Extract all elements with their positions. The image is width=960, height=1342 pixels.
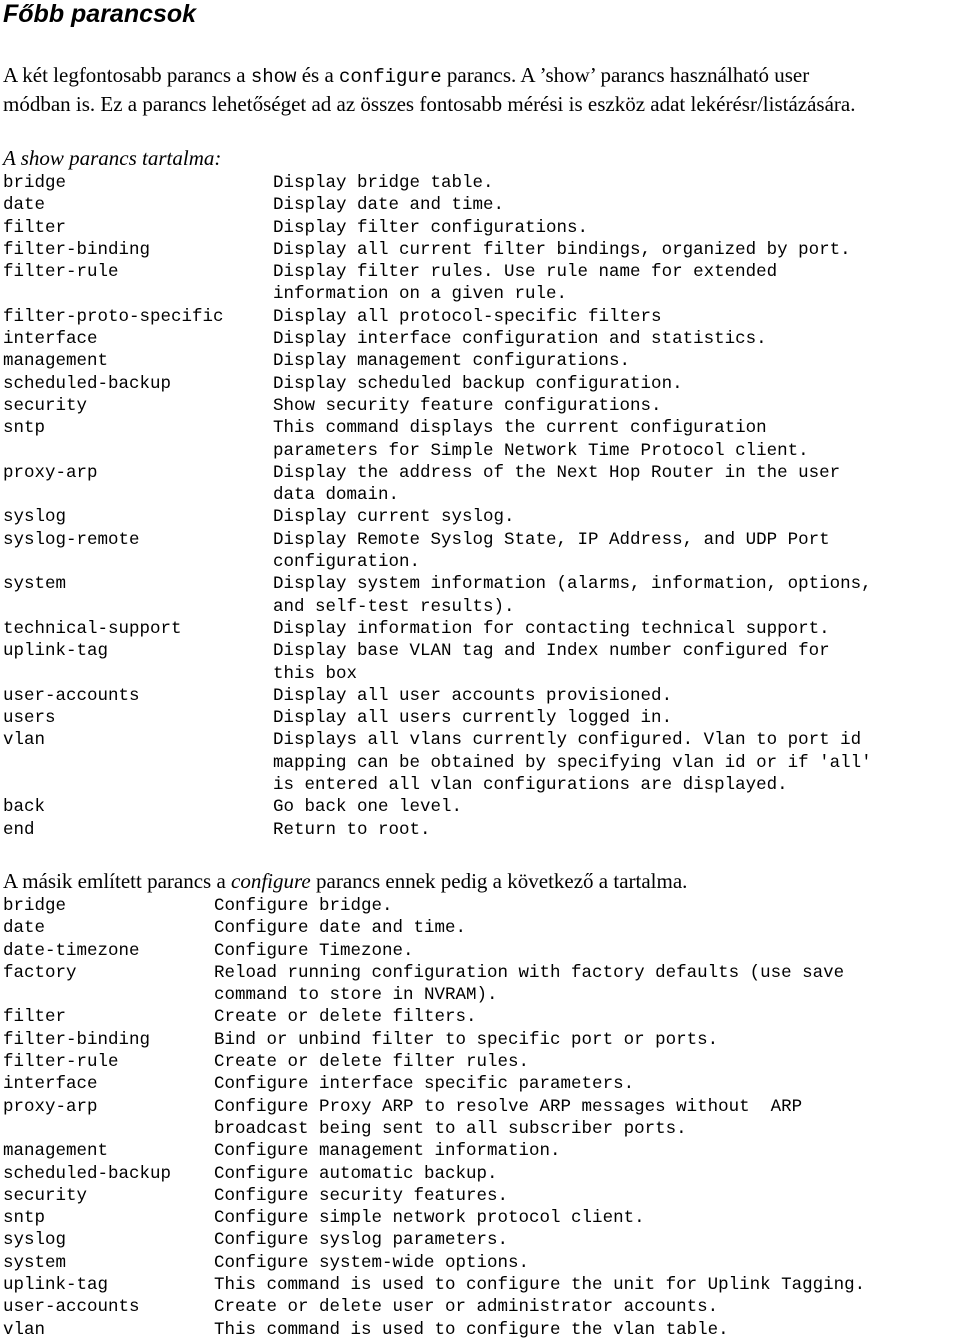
- command-description: This command displays the current configuration parameters for Simple Network Time Protocol client.: [273, 418, 809, 461]
- command-description: Configure date and time.: [214, 918, 467, 939]
- command-description: Display all current filter bindings, organized by port.: [273, 239, 851, 260]
- command-row: [3, 1163, 865, 1185]
- command-description: Display filter rules. Use rule name for extended information on a given rule.: [273, 262, 778, 305]
- command-row: [3, 895, 865, 917]
- command-name: scheduled-backup: [3, 373, 172, 394]
- command-description: Display base VLAN tag and Index number configured for this box: [273, 641, 830, 684]
- command-name: sntp: [3, 418, 46, 439]
- command-description: This command is used to configure the vlan table.: [214, 1319, 729, 1340]
- command-name: uplink-tag: [3, 1275, 109, 1296]
- command-description: Configure Timezone.: [214, 940, 414, 961]
- command-description: This command is used to configure the unit for Uplink Tagging.: [214, 1275, 866, 1296]
- command-description: Display filter configurations.: [273, 217, 589, 238]
- command-description: Display current syslog.: [273, 507, 515, 528]
- command-row: [3, 729, 872, 796]
- command-description: Display all users currently logged in.: [273, 708, 673, 729]
- command-name: technical-support: [3, 618, 182, 639]
- command-name: proxy-arp: [3, 1096, 98, 1117]
- show-section-title: A show parancs tartalma:: [3, 146, 222, 170]
- command-row: [3, 306, 872, 328]
- command-name: factory: [3, 962, 77, 983]
- command-name: filter-rule: [3, 1052, 119, 1073]
- command-row: [3, 1274, 865, 1296]
- command-row: [3, 194, 872, 216]
- command-name: syslog: [3, 507, 67, 528]
- command-row: [3, 395, 872, 417]
- command-row: [3, 1229, 865, 1251]
- command-row: [3, 217, 872, 239]
- command-row: [3, 917, 865, 939]
- command-name: sntp: [3, 1208, 46, 1229]
- command-description: Display information for contacting technical support.: [273, 618, 830, 639]
- command-row: [3, 707, 872, 729]
- command-description: Configure bridge.: [214, 896, 393, 916]
- command-row: [3, 1029, 865, 1051]
- intro-text-1: A két legfontosabb parancs a: [3, 63, 251, 87]
- intro-line-1: [3, 62, 953, 91]
- command-description: Display date and time.: [273, 195, 505, 216]
- command-description: Display interface configuration and statistics.: [273, 329, 767, 350]
- command-row: [3, 373, 872, 395]
- intro-text-2: és a: [296, 63, 340, 87]
- command-description: Displays all vlans currently configured. Vlan to port id mapping can be obtained by specifying vlan id or if 'all' is entered all vlan configurations are displayed.: [273, 730, 872, 796]
- command-name: filter-proto-specific: [3, 306, 224, 327]
- command-row: [3, 819, 872, 841]
- intro-code-configure: configure: [339, 66, 442, 88]
- command-name: date-timezone: [3, 940, 140, 961]
- command-description: Display the address of the Next Hop Router in the user data domain.: [273, 462, 841, 506]
- intro-paragraph: [3, 62, 953, 118]
- command-description: Configure simple network protocol client.: [214, 1208, 645, 1229]
- configure-command-table: [3, 895, 865, 1341]
- command-name: filter-binding: [3, 239, 151, 260]
- command-row: [3, 462, 872, 507]
- command-row: [3, 618, 872, 640]
- command-row: [3, 796, 872, 818]
- command-description: Configure security features.: [214, 1185, 509, 1206]
- command-description: Configure Proxy ARP to resolve ARP messages without ARP broadcast being sent to all subscriber ports.: [214, 1096, 803, 1139]
- command-description: Display all user accounts provisioned.: [273, 685, 673, 706]
- command-description: Display all protocol-specific filters: [273, 306, 662, 327]
- command-description: Configure automatic backup.: [214, 1163, 498, 1184]
- command-row: [3, 239, 872, 261]
- command-row: [3, 328, 872, 350]
- command-name: date: [3, 918, 46, 939]
- command-name: security: [3, 395, 88, 416]
- command-name: syslog: [3, 1230, 67, 1251]
- command-name: management: [3, 1141, 109, 1162]
- command-name: system: [3, 1252, 67, 1273]
- command-name: interface: [3, 329, 98, 350]
- command-name: scheduled-backup: [3, 1163, 172, 1184]
- command-row: [3, 640, 872, 685]
- command-name: filter: [3, 217, 67, 238]
- command-row: [3, 417, 872, 462]
- command-name: user-accounts: [3, 1297, 140, 1318]
- command-row: [3, 1073, 865, 1095]
- command-name: end: [3, 819, 35, 840]
- command-row: [3, 1319, 865, 1341]
- command-row: [3, 1252, 865, 1274]
- command-description: Configure system-wide options.: [214, 1252, 530, 1273]
- command-name: filter-binding: [3, 1029, 151, 1050]
- command-description: Display system information (alarms, information, options, and self-test results).: [273, 574, 872, 617]
- configure-title-keyword: configure: [231, 869, 311, 893]
- command-description: Go back one level.: [273, 797, 463, 818]
- command-description: Reload running configuration with factory defaults (use save command to store in NVRAM).: [214, 962, 845, 1006]
- command-row: [3, 1096, 865, 1141]
- show-command-table: [3, 172, 872, 841]
- command-description: Create or delete filter rules.: [214, 1052, 530, 1073]
- intro-code-show: show: [250, 66, 297, 88]
- configure-title-text-1: A másik említett parancs a: [3, 869, 232, 893]
- command-description: Bind or unbind filter to specific port or ports.: [214, 1029, 719, 1050]
- command-description: Return to root.: [273, 819, 431, 840]
- command-row: [3, 1051, 865, 1073]
- command-row: [3, 1140, 865, 1162]
- command-row: [3, 1296, 865, 1318]
- command-name: date: [3, 195, 46, 216]
- command-name: vlan: [3, 730, 46, 751]
- command-row: [3, 350, 872, 372]
- command-name: security: [3, 1185, 88, 1206]
- command-name: users: [3, 708, 56, 729]
- command-row: [3, 261, 872, 306]
- intro-line-2: módban is. Ez a parancs lehetőséget ad az összes fontosabb mérési is eszköz adat lekérésr/listázására.: [3, 92, 856, 116]
- command-description: Create or delete user or administrator accounts.: [214, 1297, 719, 1318]
- page-title: Főbb parancsok: [3, 0, 197, 28]
- command-name: back: [3, 797, 46, 818]
- command-name: proxy-arp: [3, 462, 98, 483]
- command-row: [3, 506, 872, 528]
- command-description: Show security feature configurations.: [273, 395, 662, 416]
- command-name: filter: [3, 1007, 67, 1028]
- command-name: interface: [3, 1074, 98, 1095]
- configure-section-title: [3, 868, 687, 895]
- command-name: management: [3, 351, 109, 372]
- command-description: Display Remote Syslog State, IP Address, and UDP Port configuration.: [273, 529, 830, 573]
- command-name: bridge: [3, 896, 67, 916]
- command-name: user-accounts: [3, 685, 140, 706]
- command-description: Configure management information.: [214, 1141, 561, 1162]
- command-row: [3, 573, 872, 618]
- command-row: [3, 685, 872, 707]
- intro-text-3: parancs. A ’show’ parancs használható user: [441, 63, 810, 87]
- command-name: bridge: [3, 173, 67, 193]
- command-description: Configure interface specific parameters.: [214, 1074, 635, 1095]
- command-description: Create or delete filters.: [214, 1007, 477, 1028]
- configure-title-text-2: parancs ennek pedig a következő a tartalma.: [310, 869, 688, 893]
- command-name: syslog-remote: [3, 529, 140, 550]
- command-name: system: [3, 574, 67, 595]
- command-description: Display bridge table.: [273, 173, 494, 193]
- command-name: vlan: [3, 1319, 46, 1340]
- command-row: [3, 1207, 865, 1229]
- command-description: Display scheduled backup configuration.: [273, 373, 683, 394]
- command-row: [3, 940, 865, 962]
- command-name: filter-rule: [3, 262, 119, 283]
- command-row: [3, 1185, 865, 1207]
- command-description: Display management configurations.: [273, 351, 631, 372]
- command-name: uplink-tag: [3, 641, 109, 662]
- command-row: [3, 962, 865, 1007]
- command-row: [3, 1006, 865, 1028]
- command-row: [3, 172, 872, 194]
- command-description: Configure syslog parameters.: [214, 1230, 509, 1251]
- command-row: [3, 529, 872, 574]
